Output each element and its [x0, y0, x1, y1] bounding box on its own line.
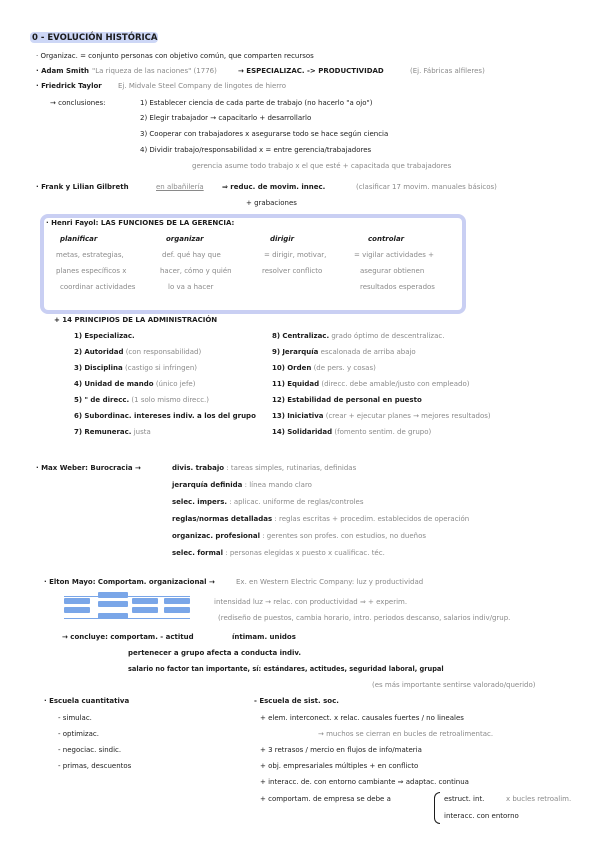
principle-number: 1) [74, 332, 83, 340]
principle-note: (con responsabilidad) [125, 348, 202, 356]
principle-note: (de pers. y cosas) [313, 364, 376, 372]
gilbreth-grabaciones: + grabaciones [246, 199, 297, 207]
quant-item: - optimizac. [58, 730, 99, 738]
diagram-block [132, 598, 158, 604]
taylor-item-3: 3) Cooperar con trabajadores x asegurarse todo se hace según ciencia [140, 130, 389, 138]
principle-note: justa [133, 428, 151, 436]
principle-name: " de direcc. [84, 396, 130, 404]
diagram-line [64, 596, 190, 597]
fayol-col-organizar-head: organizar [166, 235, 204, 243]
weber-item-name: reglas/normas detalladas [172, 515, 273, 523]
mayo-concl-1: íntimam. unidos [232, 633, 296, 641]
weber-item-name: organizac. profesional [172, 532, 260, 540]
fayol-col-dirigir-head: dirigir [270, 235, 295, 243]
systems-subnote: → muchos se cierran en bucles de retroalimentac. [318, 730, 494, 738]
fayol-col-planificar-line: metas, estrategias, [56, 251, 124, 259]
brace [434, 792, 440, 824]
weber-item-desc: : reglas escritas + procedim. establecidos de operación [274, 515, 470, 523]
principle-item [272, 427, 431, 437]
brace-item: estruct. int. [444, 795, 485, 803]
weber-item-desc: : personas elegidas x puesto x cualificac. téc. [225, 549, 385, 557]
principle-number: 9) [272, 348, 281, 356]
principle-item [74, 411, 256, 421]
principle-note: (fomento sentim. de grupo) [334, 428, 432, 436]
diagram-line [64, 618, 190, 619]
principle-name: Unidad de mando [84, 380, 154, 388]
weber-item [172, 497, 364, 507]
diagram-block [64, 607, 90, 613]
mayo-line2: intensidad luz → relac. con productividad ⇒ + experim. [214, 598, 408, 606]
weber-item-desc: : línea mando claro [244, 481, 312, 489]
adam-smith-rest: → ESPECIALIZAC. -> PRODUCTIVIDAD [238, 67, 384, 75]
fayol-col-controlar-line: asegurar obtienen [360, 267, 425, 275]
principle-note: (único jefe) [155, 380, 196, 388]
principle-number: 11) [272, 380, 285, 388]
principle-name: Orden [287, 364, 312, 372]
adam-smith-note: "La riqueza de las naciones" (1776) [92, 67, 217, 75]
gilbreth-lead: · Frank y Lilian Gilbreth [36, 183, 129, 191]
systems-item: + interacc. de. con entorno cambiante ⇒ adaptac. continua [260, 778, 469, 786]
systems-item: + elem. interconect. x relac. causales fuertes / no lineales [260, 714, 464, 722]
mayo-line3: (rediseño de puestos, cambia horario, intro. periodos descanso, salarios indiv/grup. [218, 614, 511, 622]
principle-item [272, 347, 416, 357]
weber-lead: · Max Weber: Burocracia → [36, 464, 141, 472]
principle-item [272, 363, 376, 373]
mayo-concl-note: (es más importante sentirse valorado/querido) [372, 681, 536, 689]
fayol-col-planificar-line: planes específicos x [56, 267, 127, 275]
principle-number: 10) [272, 364, 285, 372]
fayol-functions-box [40, 214, 466, 314]
weber-item [172, 514, 469, 524]
principle-number: 14) [272, 428, 285, 436]
gilbreth-note: (clasificar 17 movim. manuales básicos) [356, 183, 497, 191]
brace-item: interacc. con entorno [444, 812, 519, 820]
weber-item-desc: : tareas simples, rutinarias, definidas [226, 464, 357, 472]
principle-name: Centralizac. [282, 332, 330, 340]
diagram-block [164, 598, 190, 604]
principle-name: Especializac. [84, 332, 135, 340]
taylor-item-4: 4) Dividir trabajo/responsabilidad x = entre gerencia/trabajadores [140, 146, 372, 154]
principle-name: Iniciativa [287, 412, 324, 420]
taylor-item-2: 2) Elegir trabajador → capacitarlo + desarrollarlo [140, 114, 312, 122]
adam-smith-lead: · Adam Smith [36, 67, 90, 75]
weber-item-name: divis. trabajo [172, 464, 225, 472]
principle-number: 8) [272, 332, 281, 340]
principle-number: 13) [272, 412, 285, 420]
principle-note: escalonada de arriba abajo [320, 348, 416, 356]
diagram-block [64, 598, 90, 604]
fayol-col-organizar-line: lo va a hacer [168, 283, 214, 291]
gilbreth-context: en albañilería [156, 183, 204, 191]
taylor-note-gerencia: gerencia asume todo trabajo x el que esté + capacitada que trabajadores [192, 162, 452, 170]
mayo-concl-3: salario no factor tan importante, sí: estándares, actitudes, seguridad laboral, grupal [128, 665, 444, 673]
taylor-lead: · Friedrick Taylor [36, 82, 102, 90]
quant-item: - simulac. [58, 714, 92, 722]
principle-note: (castigo si infringen) [125, 364, 197, 372]
taylor-item-1: 1) Establecer ciencia de cada parte de trabajo (no hacerlo "a ojo") [140, 99, 373, 107]
systems-item: + comportam. de empresa se debe a [260, 795, 391, 803]
weber-item [172, 480, 312, 490]
principle-number: 6) [74, 412, 83, 420]
weber-item [172, 463, 356, 473]
weber-item [172, 548, 385, 558]
systems-item: + 3 retrasos / mercio en flujos de info/materia [260, 746, 422, 754]
taylor-conclusions-label: → conclusiones: [50, 99, 106, 107]
principle-number: 2) [74, 348, 83, 356]
fayol-col-organizar-line: hacer, cómo y quién [160, 267, 232, 275]
principle-item [74, 379, 195, 389]
fayol-col-controlar-line: = vigilar actividades + [354, 251, 435, 259]
diagram-block [98, 601, 128, 607]
principle-name: Remunerac. [84, 428, 132, 436]
principle-name: Jerarquía [282, 348, 319, 356]
principle-name: Solidaridad [287, 428, 333, 436]
principle-item [74, 395, 209, 405]
principle-name: Estabilidad de personal en puesto [287, 396, 422, 404]
weber-item-desc: : aplicac. uniforme de reglas/controles [229, 498, 364, 506]
weber-item-name: selec. formal [172, 549, 224, 557]
mayo-lead: · Elton Mayo: Comportam. organizacional → [44, 578, 215, 586]
fayol-col-organizar-line: def. qué hay que [162, 251, 221, 259]
principle-item [74, 347, 201, 357]
principle-item [272, 395, 422, 405]
mayo-concluye-label: → concluye: comportam. - actitud [62, 633, 194, 641]
weber-item-name: jerarquía definida [172, 481, 243, 489]
principle-number: 7) [74, 428, 83, 436]
principle-name: Equidad [287, 380, 320, 388]
fayol-col-controlar-head: controlar [368, 235, 405, 243]
principle-name: Disciplina [84, 364, 123, 372]
systems-title: - Escuela de sist. soc. [254, 697, 339, 705]
principle-item [272, 331, 444, 341]
principle-name: Subordinac. intereses indiv. a los del grupo [84, 412, 256, 420]
quant-item: - negociac. sindic. [58, 746, 122, 754]
fayol-title: · Henri Fayol: LAS FUNCIONES DE LA GERENCIA: [46, 219, 235, 227]
intro-organizacion: · Organizac. = conjunto personas con objetivo común, que comparten recursos [36, 52, 314, 60]
principle-item [74, 427, 151, 437]
adam-smith-example: (Ej. Fábricas alfileres) [410, 67, 485, 75]
diagram-block [164, 607, 190, 613]
principle-number: 4) [74, 380, 83, 388]
fayol-col-planificar-head: planificar [60, 235, 98, 243]
principle-note: grado óptimo de descentralizac. [331, 332, 445, 340]
taylor-note: Ej. Midvale Steel Company de lingotes de hierro [118, 82, 287, 90]
gilbreth-result: ⇒ reduc. de movim. innec. [222, 183, 326, 191]
fayol-col-controlar-line: resultados esperados [360, 283, 435, 291]
fayol-col-planificar-line: coordinar actividades [60, 283, 136, 291]
fayol-col-dirigir-line: = dirigir, motivar, [264, 251, 327, 259]
systems-item: + obj. empresariales múltiples + en conflicto [260, 762, 419, 770]
principle-name: Autoridad [84, 348, 124, 356]
principle-note: (crear + ejecutar planes → mejores resultados) [325, 412, 491, 420]
diagram-block [132, 607, 158, 613]
principle-item [74, 331, 135, 341]
principle-number: 5) [74, 396, 83, 404]
quant-item: - primas, descuentos [58, 762, 132, 770]
principle-note: (direcc. debe amable/justo con empleado) [321, 380, 470, 388]
principle-item [272, 379, 469, 389]
quant-title: · Escuela cuantitativa [44, 697, 130, 705]
mayo-concl-2: pertenecer a grupo afecta a conducta indiv. [128, 649, 302, 657]
principle-number: 3) [74, 364, 83, 372]
diagram-block [98, 592, 128, 598]
weber-item [172, 531, 426, 541]
principle-item [272, 411, 491, 421]
weber-item-name: selec. impers. [172, 498, 228, 506]
weber-item-desc: : gerentes son profes. con estudios, no dueños [262, 532, 427, 540]
fayol-col-dirigir-line: resolver conflicto [262, 267, 323, 275]
brace-note: x bucles retroalim. [506, 795, 572, 803]
mayo-experiment: Ex. en Western Electric Company: luz y productividad [236, 578, 424, 586]
principles-title: + 14 PRINCIPIOS DE LA ADMINISTRACIÓN [54, 316, 218, 324]
principle-number: 12) [272, 396, 285, 404]
page-title: 0 - EVOLUCIÓN HISTÓRICA [32, 33, 158, 43]
principle-item [74, 363, 197, 373]
principle-note: (1 solo mismo direcc.) [131, 396, 210, 404]
